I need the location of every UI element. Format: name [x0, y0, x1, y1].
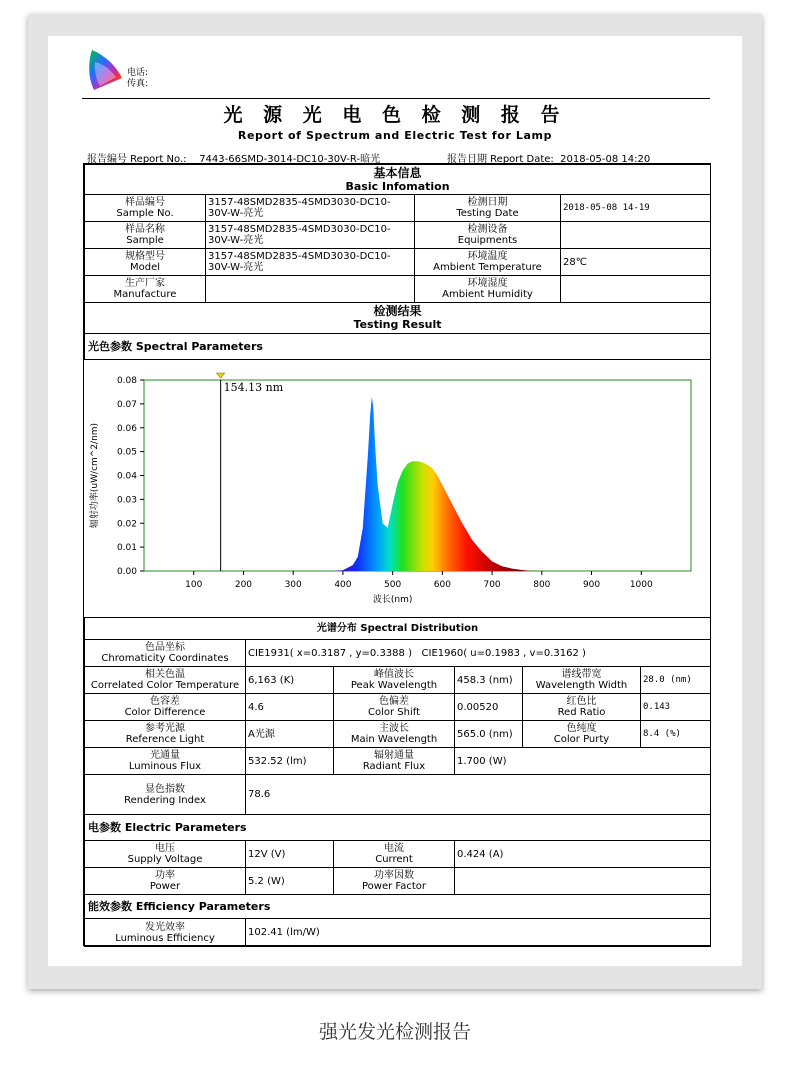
sample-no-label: 样品编号 Sample No. [85, 195, 206, 222]
header-rule [82, 98, 710, 99]
x-tick-label: 1000 [629, 580, 653, 590]
luminous-flux-label: 光通量 Luminous Flux [85, 748, 246, 775]
radiant-flux-label: 辐射通量 Radiant Flux [334, 748, 455, 775]
equipment-label: 检测设备 Equipments [415, 222, 561, 249]
y-axis-label: 辐射功率(uW/cm^2/nm) [90, 422, 100, 529]
efficiency-params-heading: 能效参数 Efficiency Parameters [85, 895, 711, 919]
cursor-label: 154.13 nm [223, 381, 284, 394]
testing-result-heading: 检测结果 Testing Result [85, 303, 711, 334]
y-tick-label: 0.05 [116, 447, 137, 458]
test-date-label: 检测日期 Testing Date [415, 195, 561, 222]
ambient-temp-value: 28℃ [561, 249, 711, 276]
spectrum-chart [85, 363, 709, 617]
supply-voltage-value: 12V (V) [246, 841, 334, 868]
power-label: 功率 Power [85, 868, 246, 895]
x-tick-label: 600 [433, 580, 451, 590]
fax-label: 传真: [127, 79, 149, 89]
contact-labels [127, 68, 148, 90]
red-ratio-value: 0.143 [641, 694, 711, 721]
x-tick-label: 400 [334, 580, 352, 590]
report-number: 报告编号 Report No.: 7443-66SMD-3014-DC10-30V-R-暗光 [87, 154, 381, 165]
page-caption: 强光发光检测报告 [318, 1021, 471, 1043]
chromaticity-value: CIE1931( x=0.3187 , y=0.3388 ) CIE1960( u=0.1983 , v=0.3162 ) [246, 640, 711, 667]
y-tick-label: 0.01 [116, 543, 137, 554]
color-difference-label: 色容差 Color Difference [85, 694, 246, 721]
supply-voltage-label: 电压 Supply Voltage [85, 841, 246, 868]
y-tick-label: 0.02 [116, 519, 137, 530]
report-title-en: Report of Spectrum and Electric Test for Lamp [237, 129, 553, 142]
main-wavelength-value: 565.0 (nm) [455, 721, 523, 748]
wavelength-width-label: 谱线带宽 Wavelength Width [523, 667, 641, 694]
y-tick-label: 0.08 [116, 376, 137, 386]
y-tick-label: 0.00 [116, 567, 137, 577]
color-shift-value: 0.00520 [455, 694, 523, 721]
reference-light-value: A光源 [246, 721, 334, 748]
ambient-humidity-label: 环境湿度 Ambient Humidity [415, 276, 561, 303]
rendering-index-label: 显色指数 Rendering Index [85, 775, 246, 815]
sample-label: 样品名称 Sample [85, 222, 206, 249]
x-tick-label: 500 [384, 580, 402, 590]
x-tick-label: 900 [582, 580, 601, 590]
cct-label: 相关色温 Correlated Color Temperature [85, 667, 246, 694]
ambient-humidity-value [561, 276, 711, 303]
luminous-flux-value: 532.52 (lm) [246, 748, 334, 775]
cct-value: 6,163 (K) [246, 667, 334, 694]
red-ratio-label: 红色比 Red Ratio [523, 694, 641, 721]
phone-label: 电话: [127, 68, 149, 78]
spectrum-chart-svg [85, 363, 709, 617]
basic-title-cn: 基本信息 [373, 165, 422, 180]
color-shift-label: 色偏差 Color Shift [334, 694, 455, 721]
report-title-cn: 光 源 光 电 色 检 测 报 告 [223, 104, 567, 126]
spectral-table [84, 617, 711, 947]
luminous-efficiency-value: 102.41 (lm/W) [246, 919, 711, 947]
basic-info-table [84, 164, 711, 360]
radiant-flux-value: 1.700 (W) [455, 748, 711, 775]
power-factor-label: 功率因数 Power Factor [334, 868, 455, 895]
basic-info-heading [85, 165, 711, 195]
color-purity-value: 8.4 (%) [641, 721, 711, 748]
x-tick-label: 100 [185, 580, 203, 590]
wavelength-width-value: 28.0 (nm) [641, 667, 711, 694]
model-label: 规格型号 Model [85, 249, 206, 276]
spectral-distribution-heading: 光谱分布 Spectral Distribution [85, 618, 711, 640]
y-tick-label: 0.04 [116, 471, 137, 482]
report-date: 报告日期 Report Date: 2018-05-08 14:20 [447, 154, 651, 165]
reference-light-label: 参考光源 Reference Light [85, 721, 246, 748]
equipment-value [561, 222, 711, 249]
y-tick-label: 0.06 [116, 423, 137, 434]
power-value: 5.2 (W) [246, 868, 334, 895]
peak-wavelength-label: 峰值波长 Peak Wavelength [334, 667, 455, 694]
basic-title-en: Basic Infomation [345, 179, 450, 193]
cursor-marker-icon [217, 373, 225, 378]
x-tick-label: 200 [234, 580, 253, 590]
x-tick-label: 700 [483, 580, 501, 590]
sample-value: 3157-48SMD2835-4SMD3030-DC10-30V-W-亮光 [206, 222, 415, 249]
chromaticity-label: 色品坐标 Chromaticity Coordinates [85, 640, 246, 667]
manufacture-value [206, 276, 415, 303]
logo-icon [86, 48, 124, 92]
spectral-params-heading: 光色参数 Spectral Parameters [85, 334, 711, 360]
x-tick-label: 300 [284, 580, 302, 590]
current-value: 0.424 (A) [455, 841, 711, 868]
color-difference-value: 4.6 [246, 694, 334, 721]
power-factor-value [455, 868, 711, 895]
y-tick-label: 0.07 [116, 399, 137, 410]
x-tick-label: 800 [533, 580, 551, 590]
rendering-index-value: 78.6 [246, 775, 711, 815]
test-date-value: 2018-05-08 14-19 [561, 195, 711, 222]
peak-wavelength-value: 458.3 (nm) [455, 667, 523, 694]
main-wavelength-label: 主波长 Main Wavelength [334, 721, 455, 748]
model-value: 3157-48SMD2835-4SMD3030-DC10-30V-W-亮光 [206, 249, 415, 276]
color-purity-label: 色纯度 Color Purty [523, 721, 641, 748]
y-tick-label: 0.03 [116, 495, 137, 506]
luminous-efficiency-label: 发光效率 Luminous Efficiency [85, 919, 246, 947]
electric-params-heading: 电参数 Electric Parameters [85, 815, 711, 841]
sample-no-value: 3157-48SMD2835-4SMD3030-DC10-30V-W-亮光 [206, 195, 415, 222]
manufacture-label: 生产厂家 Manufacture [85, 276, 206, 303]
x-axis-label: 波长(nm) [372, 595, 413, 605]
ambient-temp-label: 环境温度 Ambient Temperature [415, 249, 561, 276]
current-label: 电流 Current [334, 841, 455, 868]
